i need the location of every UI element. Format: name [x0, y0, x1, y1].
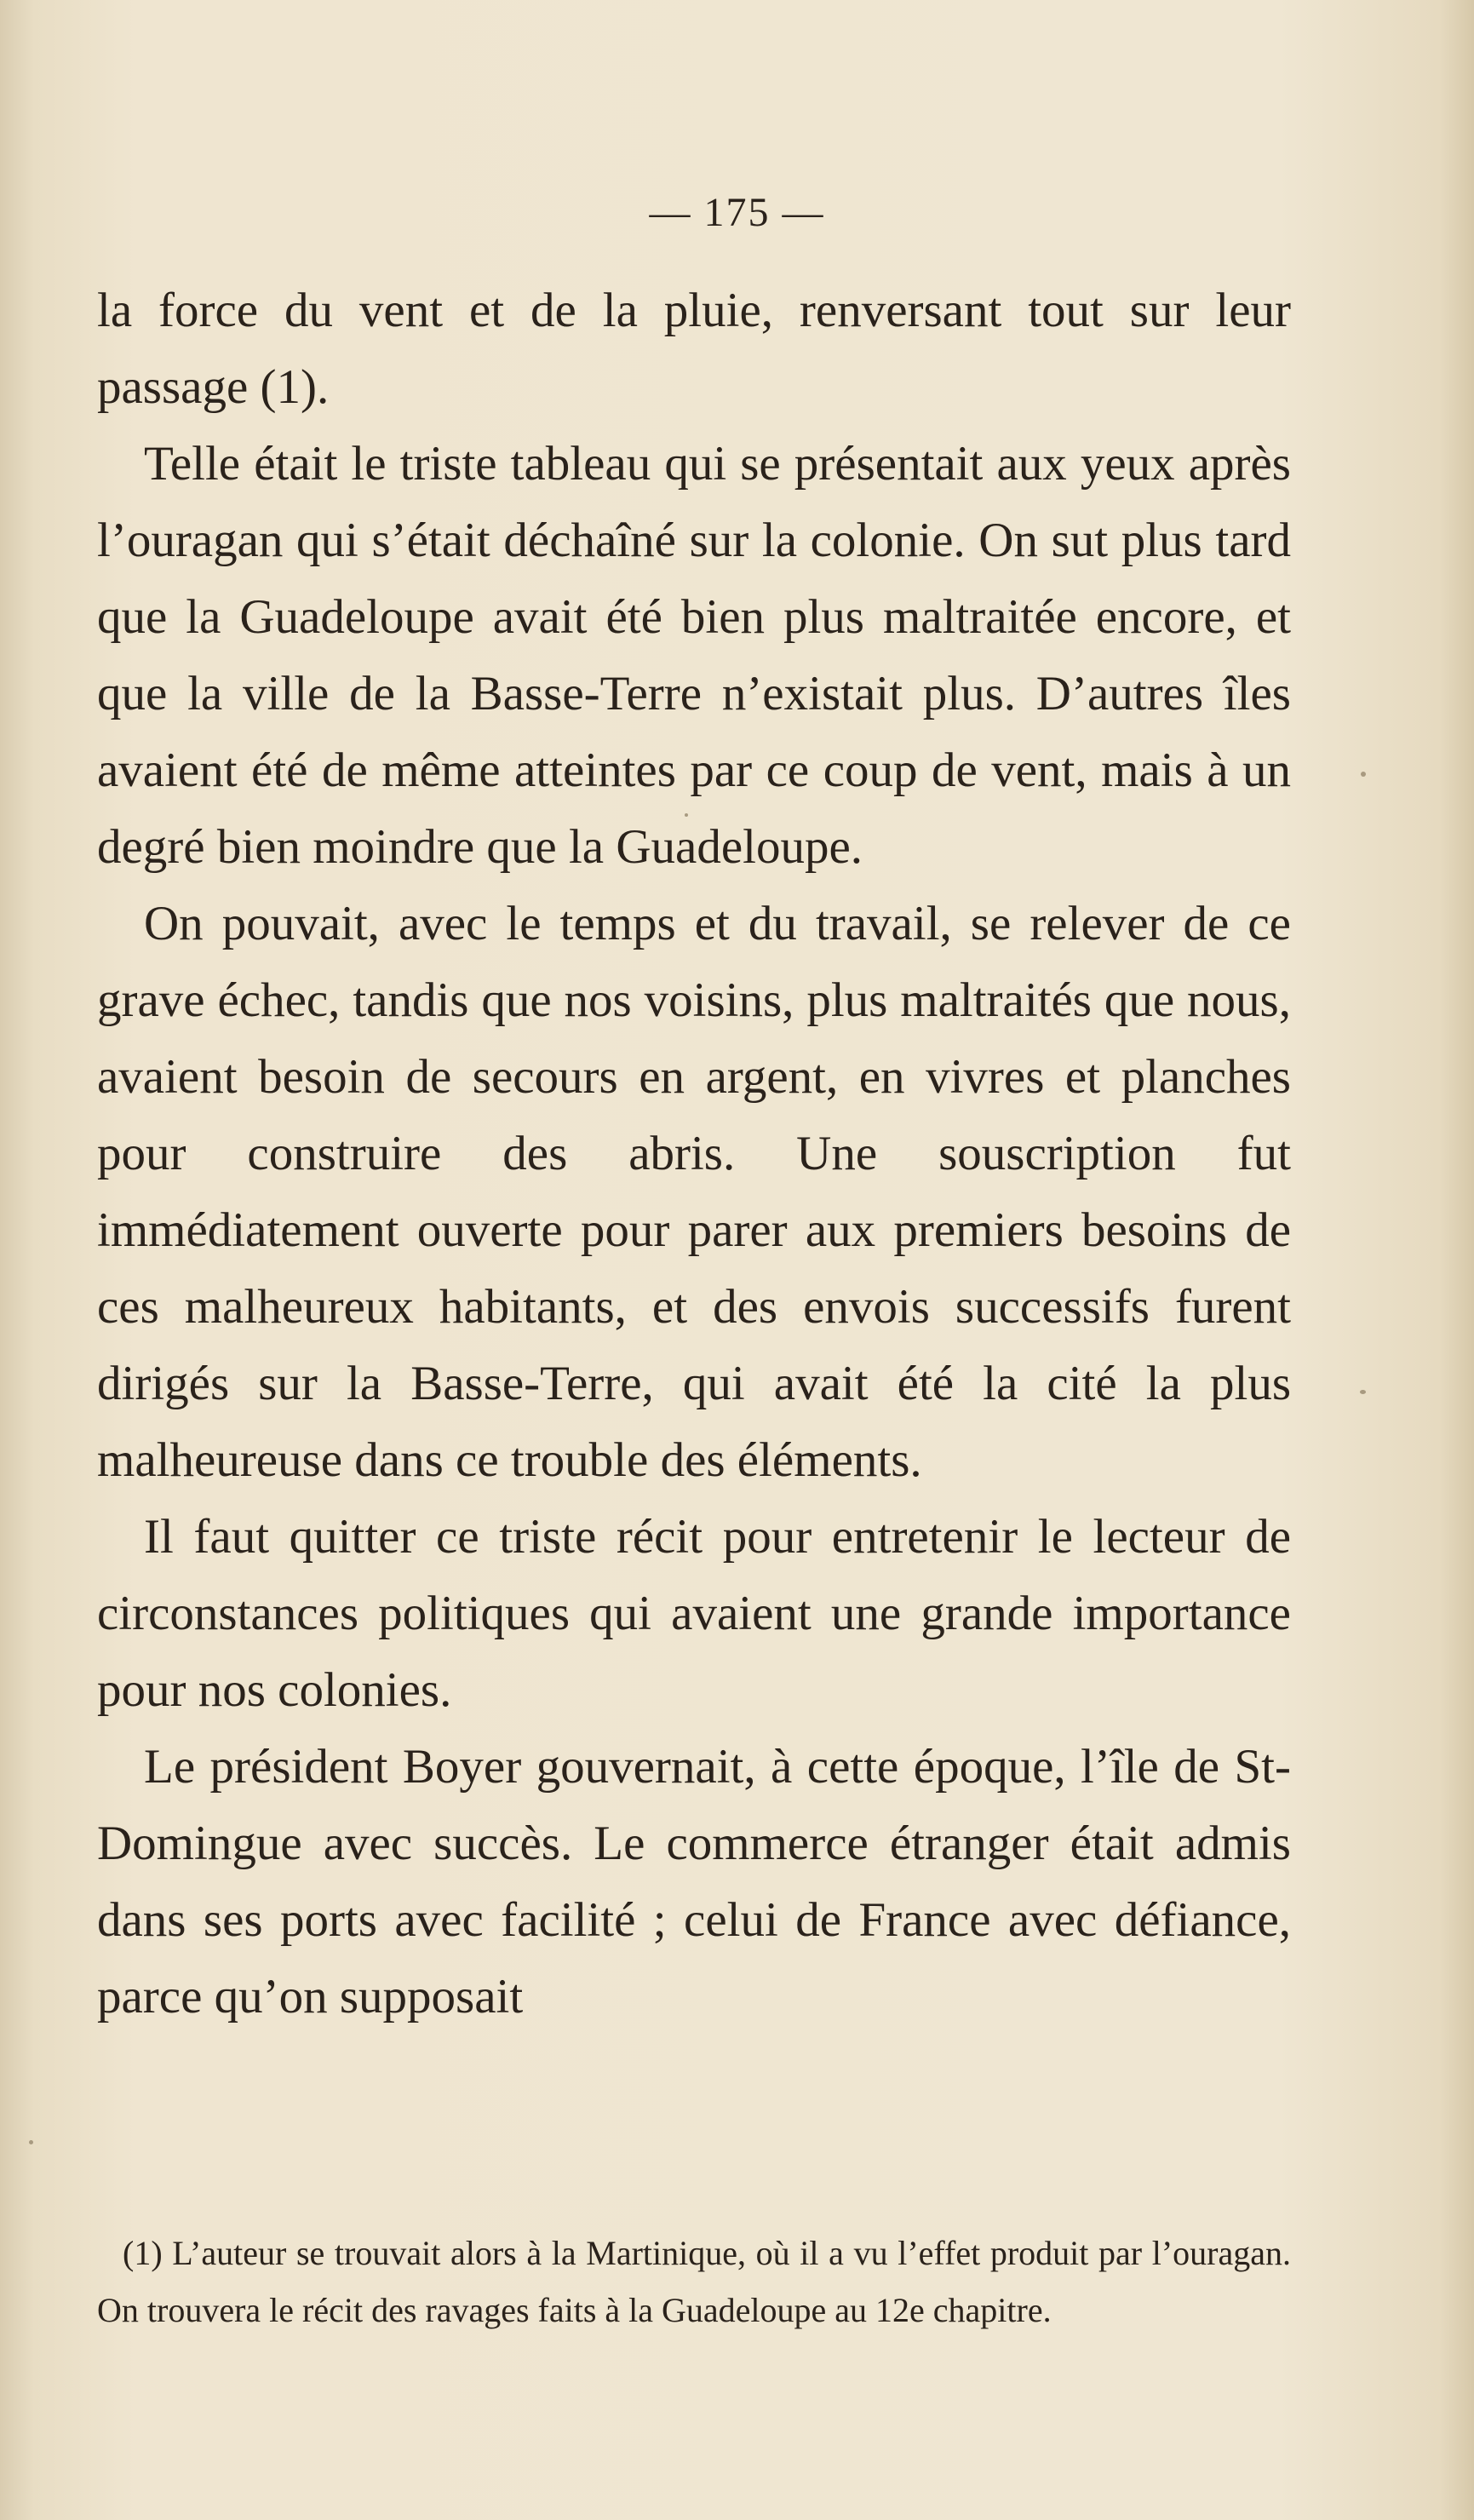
- page-number: — 175 —: [649, 190, 825, 235]
- paragraph-political-transition: Il faut quitter ce triste récit pour entretenir le lecteur de circonstances politiques qui avaient une grande importance pour nos colonies.: [97, 1510, 1291, 1717]
- speck: [685, 813, 688, 817]
- paragraph-continuation: la force du vent et de la pluie, renversant tout sur leur passage (1).: [97, 284, 1291, 414]
- paragraph-president-boyer: Le président Boyer gouvernait, à cette époque, l’île de St-Domingue avec succès. Le commerce étranger était admis dans ses ports avec facilité ; celui de France avec défiance, parce qu’on supposait: [97, 1740, 1291, 2023]
- speck: [1360, 1390, 1366, 1394]
- speck: [29, 2140, 33, 2144]
- footnote: (1) L’auteur se trouvait alors à la Martinique, où il a vu l’effet produit par l’ouragan. On trouvera le récit des ravages faits à la Guadeloupe au 12e chapitre.: [97, 2234, 1291, 2329]
- speck: [1361, 772, 1366, 777]
- paragraph-relief-subscription: On pouvait, avec le temps et du travail, se relever de ce grave échec, tandis que nos voisins, plus maltraités que nous, avaient besoin de secours en argent, en vivres et planches pour construire des abris. Une souscription fut immédiatement ouverte pour parer aux premiers besoins de ces malheureux habitants, et des envois successifs furent dirigés sur la Basse-Terre, qui avait été la cité la plus malheureuse dans ce trouble des éléments.: [97, 897, 1291, 1487]
- paragraph-hurricane-aftermath: Telle était le triste tableau qui se présentait aux yeux après l’ouragan qui s’était déchaîné sur la colonie. On sut plus tard que la Guadeloupe avait été bien plus maltraitée encore, et que la ville de la Basse-Terre n’existait plus. D’autres îles avaient été de même atteintes par ce coup de vent, mais à un degré bien moindre que la Guadeloupe.: [97, 437, 1291, 874]
- body-text: [97, 273, 1291, 2035]
